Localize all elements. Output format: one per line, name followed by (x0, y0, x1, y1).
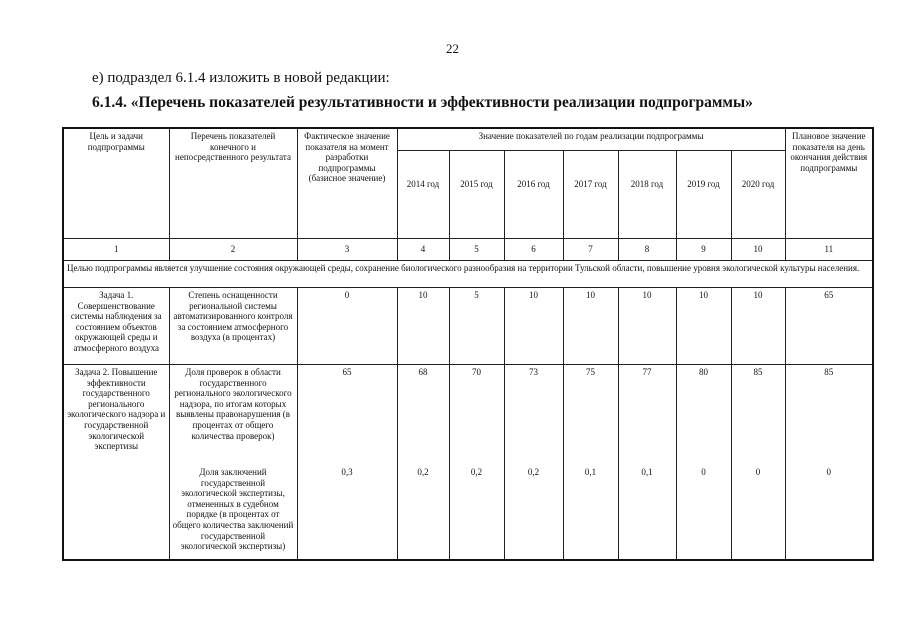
header-year: 2014 год (397, 151, 449, 239)
indicator-value-cell (618, 365, 676, 561)
goal-text: Целью подпрограммы является улучшение состояния окружающей среды, сохранение биологического разнообразия на территории Тульской области, повышение уровня экологической культуры населения. (63, 261, 873, 288)
indicator-value: 68 (418, 367, 428, 377)
task-1-text: Задача 1. Совершенствование системы наблюдения за состоянием объектов окружающей среды и атмосферного воздуха (63, 288, 169, 365)
indicator-base: 65 (342, 367, 352, 377)
indicators-table (62, 127, 874, 561)
intro-text: е) подраздел 6.1.4 изложить в новой редакции: (92, 70, 390, 86)
indicator-planned-cell (785, 365, 873, 561)
table-row (63, 365, 873, 561)
indicator-base: 0 (297, 288, 397, 365)
column-number: 4 (397, 239, 449, 261)
indicator-value: 0 (701, 467, 706, 477)
indicator-base: 0,3 (341, 467, 353, 477)
indicator-value: 10 (504, 288, 563, 365)
indicator-value: 10 (676, 288, 731, 365)
column-number: 7 (563, 239, 618, 261)
indicator-value: 75 (586, 367, 595, 377)
column-number: 2 (169, 239, 297, 261)
indicator-value: 10 (731, 288, 785, 365)
indicator-name: Доля проверок в области государственного регионального экологического надзора, по итогам которых выявлены правонарушения (в процентах от общего количества проверок) (174, 367, 292, 441)
indicator-value: 70 (472, 367, 481, 377)
indicator-value: 0 (755, 467, 761, 477)
indicator-value-cell (504, 365, 563, 561)
header-goals: Цель и задачи подпрограммы (63, 128, 169, 239)
indicator-value: 10 (618, 288, 676, 365)
indicator-value: 0,2 (417, 467, 429, 477)
indicator-value: 0,1 (584, 467, 597, 477)
header-indicators: Перечень показателей конечного и непосредственного результата (169, 128, 297, 239)
indicator-value-cell (563, 365, 618, 561)
header-year: 2019 год (676, 151, 731, 239)
column-numbers-row (63, 239, 873, 261)
header-actual: Фактическое значение показателя на момент разработки подпрограммы (базисное значение) (297, 128, 397, 239)
column-number: 5 (449, 239, 504, 261)
indicator-value-cell (676, 365, 731, 561)
indicator-name: Степень оснащенности региональной системы автоматизированного контроля за состоянием атмосферного воздуха (в процентах) (169, 288, 297, 365)
goal-row (63, 261, 873, 288)
indicator-value-cell (731, 365, 785, 561)
table-row (63, 288, 873, 365)
header-year: 2015 год (449, 151, 504, 239)
indicator-value: 77 (642, 367, 652, 377)
column-number: 6 (504, 239, 563, 261)
header-years-group: Значение показателей по годам реализации подпрограммы (397, 128, 785, 151)
indicator-value: 80 (699, 367, 708, 377)
indicator-value: 73 (529, 367, 538, 377)
header-year: 2017 год (563, 151, 618, 239)
indicator-base-cell (297, 365, 397, 561)
indicator-value: 5 (449, 288, 504, 365)
task-2-text: Задача 2. Повышение эффективности государственного регионального экологического надзора и государственной экологической экспертизы (63, 365, 169, 561)
column-number: 10 (731, 239, 785, 261)
indicator-value: 10 (397, 288, 449, 365)
column-number: 11 (785, 239, 873, 261)
column-number: 1 (63, 239, 169, 261)
indicator-name-cell (169, 365, 297, 561)
page-number: 22 (446, 41, 459, 56)
indicator-name: Доля заключений государственной экологической экспертизы, отмененных в судебном порядке (в процентах от общего количества заключений государственной экологической экспертизы) (172, 467, 294, 552)
indicator-planned: 0 (826, 467, 832, 477)
indicator-value: 0,1 (641, 467, 653, 477)
indicator-planned: 85 (824, 367, 834, 377)
header-planned: Плановое значение показателя на день окончания действия подпрограммы (785, 128, 873, 239)
indicator-value-cell (397, 365, 449, 561)
indicator-value: 85 (753, 367, 763, 377)
indicator-value: 0,2 (527, 467, 540, 477)
header-year: 2020 год (731, 151, 785, 239)
indicator-value: 0,2 (470, 467, 483, 477)
indicator-value: 10 (563, 288, 618, 365)
indicator-value-cell (449, 365, 504, 561)
column-number: 3 (297, 239, 397, 261)
indicator-planned: 65 (785, 288, 873, 365)
section-heading: 6.1.4. «Перечень показателей результативности и эффективности реализации подпрограммы» (92, 94, 753, 111)
column-number: 9 (676, 239, 731, 261)
header-year: 2018 год (618, 151, 676, 239)
column-number: 8 (618, 239, 676, 261)
header-year: 2016 год (504, 151, 563, 239)
